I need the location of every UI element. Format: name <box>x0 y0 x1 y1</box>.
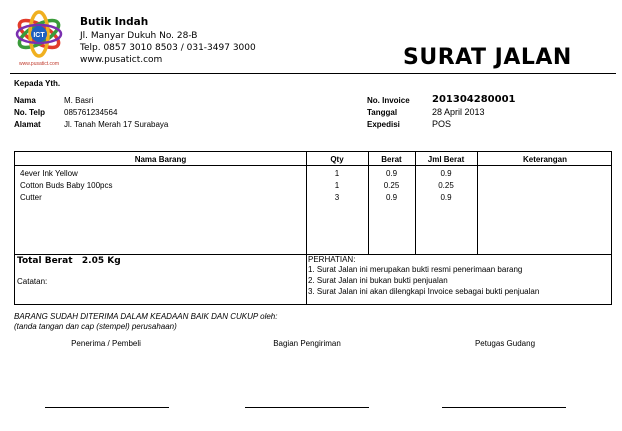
header-total-weight: Jml Berat <box>427 155 465 164</box>
company-name: Butik Indah <box>80 16 149 28</box>
header-qty: Qty <box>330 155 344 164</box>
recipient-phone-label: No. Telp <box>14 108 45 117</box>
table-row-name: 4ever Ink Yellow <box>20 169 78 178</box>
notes-label: Catatan: <box>17 277 48 286</box>
recipient-address: Jl. Tanah Merah 17 Surabaya <box>64 120 169 129</box>
document-title: SURAT JALAN <box>403 45 572 70</box>
total-weight-label: Total Berat 2.05 Kg <box>17 256 121 266</box>
header-notes: Keterangan <box>522 155 567 164</box>
signature-line-shipping <box>245 407 369 408</box>
header-divider <box>10 73 616 74</box>
attention-heading: PERHATIAN: <box>308 255 356 264</box>
logo-text: ICT <box>33 32 45 39</box>
company-address: Jl. Manyar Dukuh No. 28-B <box>80 31 198 41</box>
table-row-total: 0.9 <box>440 169 452 178</box>
invoice-date: 28 April 2013 <box>432 107 485 117</box>
table-row-weight: 0.9 <box>385 169 398 178</box>
header-weight: Berat <box>381 155 402 164</box>
company-phone: Telp. 0857 3010 8503 / 031-3497 3000 <box>80 43 256 53</box>
invoice-number-label: No. Invoice <box>367 96 410 105</box>
table-row-qty: 3 <box>334 193 340 202</box>
table-row-total: 0.9 <box>440 193 452 202</box>
signature-label-shipping: Bagian Pengiriman <box>273 339 341 348</box>
signature-label-receiver: Penerima / Pembeli <box>71 339 141 348</box>
receipt-statement: BARANG SUDAH DITERIMA DALAM KEADAAN BAIK DAN CUKUP oleh: <box>14 312 278 321</box>
table-row-total: 0.25 <box>438 181 454 190</box>
recipient-name: M. Basri <box>64 96 94 105</box>
company-logo <box>10 8 68 68</box>
recipient-heading: Kepada Yth. <box>14 79 61 88</box>
attention-item: 1. Surat Jalan ini merupakan bukti resmi penerimaan barang <box>308 265 523 274</box>
table-row-qty: 1 <box>334 181 340 190</box>
header-item-name: Nama Barang <box>134 155 187 164</box>
table-row-weight: 0.9 <box>385 193 398 202</box>
table-row-qty: 1 <box>334 169 340 178</box>
attention-item: 3. Surat Jalan ini akan dilengkapi Invoice sebagai bukti penjualan <box>308 287 540 296</box>
company-website: www.pusatict.com <box>80 55 163 65</box>
table-row-name: Cotton Buds Baby 100pcs <box>20 181 113 190</box>
attention-item: 2. Surat Jalan ini bukan bukti penjualan <box>308 276 448 285</box>
invoice-date-label: Tanggal <box>367 108 398 117</box>
total-weight-value: 2.05 Kg <box>81 256 121 266</box>
recipient-address-label: Alamat <box>14 120 41 129</box>
signature-line-warehouse <box>442 407 566 408</box>
recipient-phone: 085761234564 <box>64 108 118 117</box>
items-table <box>14 151 612 305</box>
table-row-weight: 0.25 <box>383 181 400 190</box>
invoice-courier: POS <box>432 119 452 129</box>
invoice-courier-label: Expedisi <box>367 120 400 129</box>
invoice-number: 201304280001 <box>432 94 516 105</box>
receipt-statement-sub: (tanda tangan dan cap (stempel) perusahaan) <box>14 322 177 331</box>
recipient-name-label: Nama <box>14 96 36 105</box>
table-row-name: Cutter <box>20 193 42 202</box>
signature-line-receiver <box>45 407 169 408</box>
logo-url: www.pusatict.com <box>18 61 60 67</box>
signature-label-warehouse: Petugas Gudang <box>474 339 536 348</box>
